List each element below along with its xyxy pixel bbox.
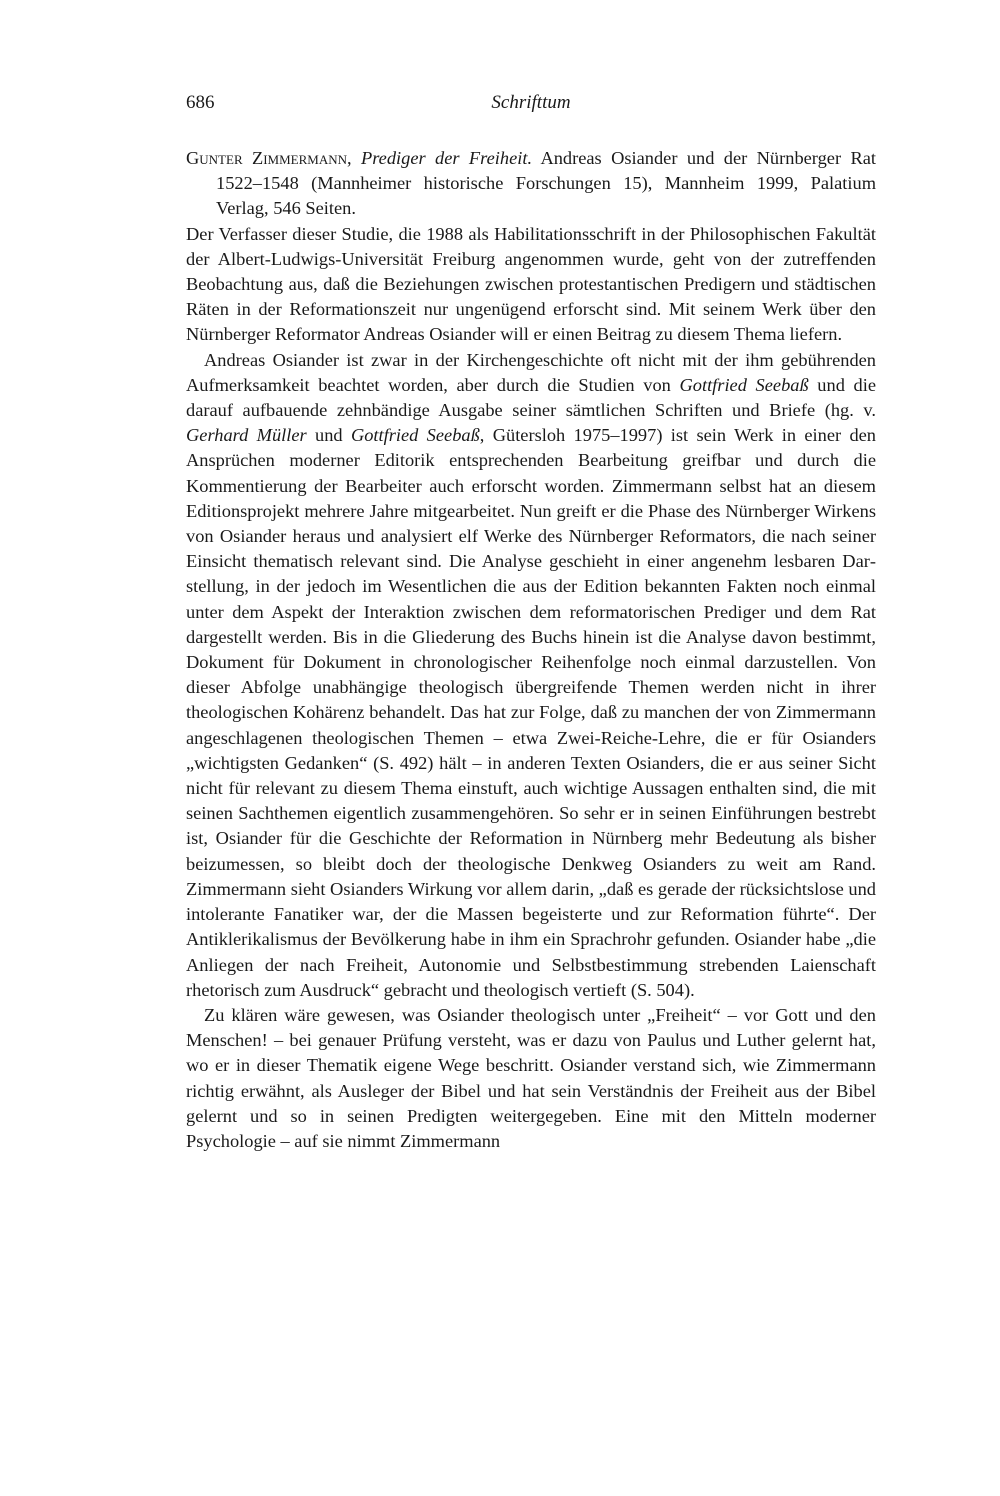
review-paragraph-2 — [186, 348, 876, 1003]
review-entry — [186, 146, 876, 1154]
paragraph-2-text-1: Andreas Osiander ist zwar in der Kirchengeschichte oft nicht mit der ihm gebührenden Aufmerksamkeit beachtet worden, aber durch die Studien von — [186, 349, 876, 395]
bibliographic-citation: Gunter Zimmermann, Prediger der Freiheit. Andreas Osiander und der Nürnberger Rat 1522–1548 (Mannheimer historische Forschungen 15), Mannheim 1999, Palatium Verlag, 546 Seiten. — [186, 148, 876, 219]
citation-author: Gunter Zimmermann — [186, 148, 347, 168]
review-paragraph-3: Zu klären wäre gewesen, was Osiander theologisch unter „Freiheit“ – vor Gott und den Menschen! – bei genauer Prüfung versteht, was er dazu von Paulus und Luther gelernt hat, wo er in dieser Thematik eigene Wege beschritt. Osiander verstand sich, wie Zimmermann richtig erwähnt, als Ausleger der Bibel und hat sein Verständnis der Freiheit aus der Bibel gelernt und so in seinen Predigten weitergegeben. Eine mit den Mitteln moderner Psychologie – auf sie nimmt Zimmermann — [186, 1004, 876, 1151]
citation-title: Prediger der Freiheit. — [360, 148, 533, 168]
person-name-seebass: Gottfried Seebaß — [679, 374, 809, 395]
page-header — [186, 92, 876, 120]
person-name-seebass-2: Gottfried Seebaß — [350, 425, 480, 446]
person-name-mueller: Gerhard Müller — [186, 425, 307, 446]
review-paragraph-1: Der Verfasser dieser Studie, die 1988 als Habilitationsschrift in der Philosophischen Fakultät der Albert-Ludwigs-Universität Freiburg angenommen wurde, geht von der zutreffenden Beobachtung aus, daß die Beziehungen zwischen protestantischen Predigern und städtischen Räten in der Reformationszeit nur ungenügend erforscht sind. Mit seinem Werk über den Nürnberger Reformator Andreas Osiander will er einen Beitrag zu diesem Thema liefern. — [186, 223, 876, 345]
citation-details: Andreas Osiander und der Nürnberger Rat 1522–1548 (Mannheimer historische Forschungen 15), Mannheim 1999, Palatium Verlag, 546 Seiten. — [216, 148, 876, 219]
paragraph-2-text-4: , Gütersloh 1975–1997) ist sein Werk in einer den Ansprüchen moderner Editorik entsprechenden Bearbeitung greifbar und durch die Kommentierung der Bearbeiter auch erforscht worden. Zimmermann selbst hat an diesem Editionsprojekt mehrere Jahre mitgearbeitet. Nun greift er die Phase des Nürnberger Wirkens von Osiander heraus und analysiert elf Werke des Nürnberger Reformators, die nach seiner Einsicht thematisch relevant sind. Die Analyse geschieht in einer angenehm lesbaren Darstellung, in der jedoch im Wesentlichen die aus der Edition bekannten Fakten noch einmal unter dem Aspekt der Interaktion zwischen dem reformatorischen Prediger und dem Rat dargestellt werden. Bis in die Gliederung des Buchs hinein ist die Analyse davon bestimmt, Dokument für Dokument in chronologischer Reihenfolge noch einmal darzustellen. Von dieser Abfolge unabhängige theologisch übergreifende Themen werden nicht in ihrer theologischen Kohärenz behandelt. Das hat zur Folge, daß zu manchen der von Zimmermann angeschlagenen theologischen Themen – etwa Zwei-Reiche-Lehre, die er für Osianders „wichtigsten Gedanken“ (S. 492) hält – in anderen Texten Osianders, die er aus seiner Sicht nicht für relevant zu diesem Thema einstuft, auch wichtige Aussagen enthalten sind, die mit seinen Sachthemen eigentlich zusammengehören. So sehr er in seinen Einführungen bestrebt ist, Osiander für die Geschichte der Reformation in Nürnberg mehr Bedeutung als bisher beizumessen, so bleibt doch der theologische Denkweg Osianders zu weit am Rand. Zimmermann sieht Osianders Wirkung vor allem darin, „daß es gerade der rücksichtslose und intolerante Fanatiker war, der die Massen begeisterte und zur Reformation führte“. Der Antiklerikalismus der Bevölkerung habe in ihm ein Sprachrohr gefunden. Osiander habe „die Anliegen der nach Freiheit, Autonomie und Selbstbestimmung strebenden Laienschaft rhetorisch zum Ausdruck“ gebracht und theologisch vertieft (S. 504). — [186, 425, 876, 1000]
paragraph-2-text-2: und die darauf aufbauende zehnbändige Ausgabe seiner sämtlichen Schriften und Briefe (hg. v. — [186, 374, 877, 421]
running-head: Schrifttum — [491, 92, 571, 113]
paragraph-2-text-3: und — [306, 425, 351, 446]
page-number: 686 — [186, 92, 215, 113]
